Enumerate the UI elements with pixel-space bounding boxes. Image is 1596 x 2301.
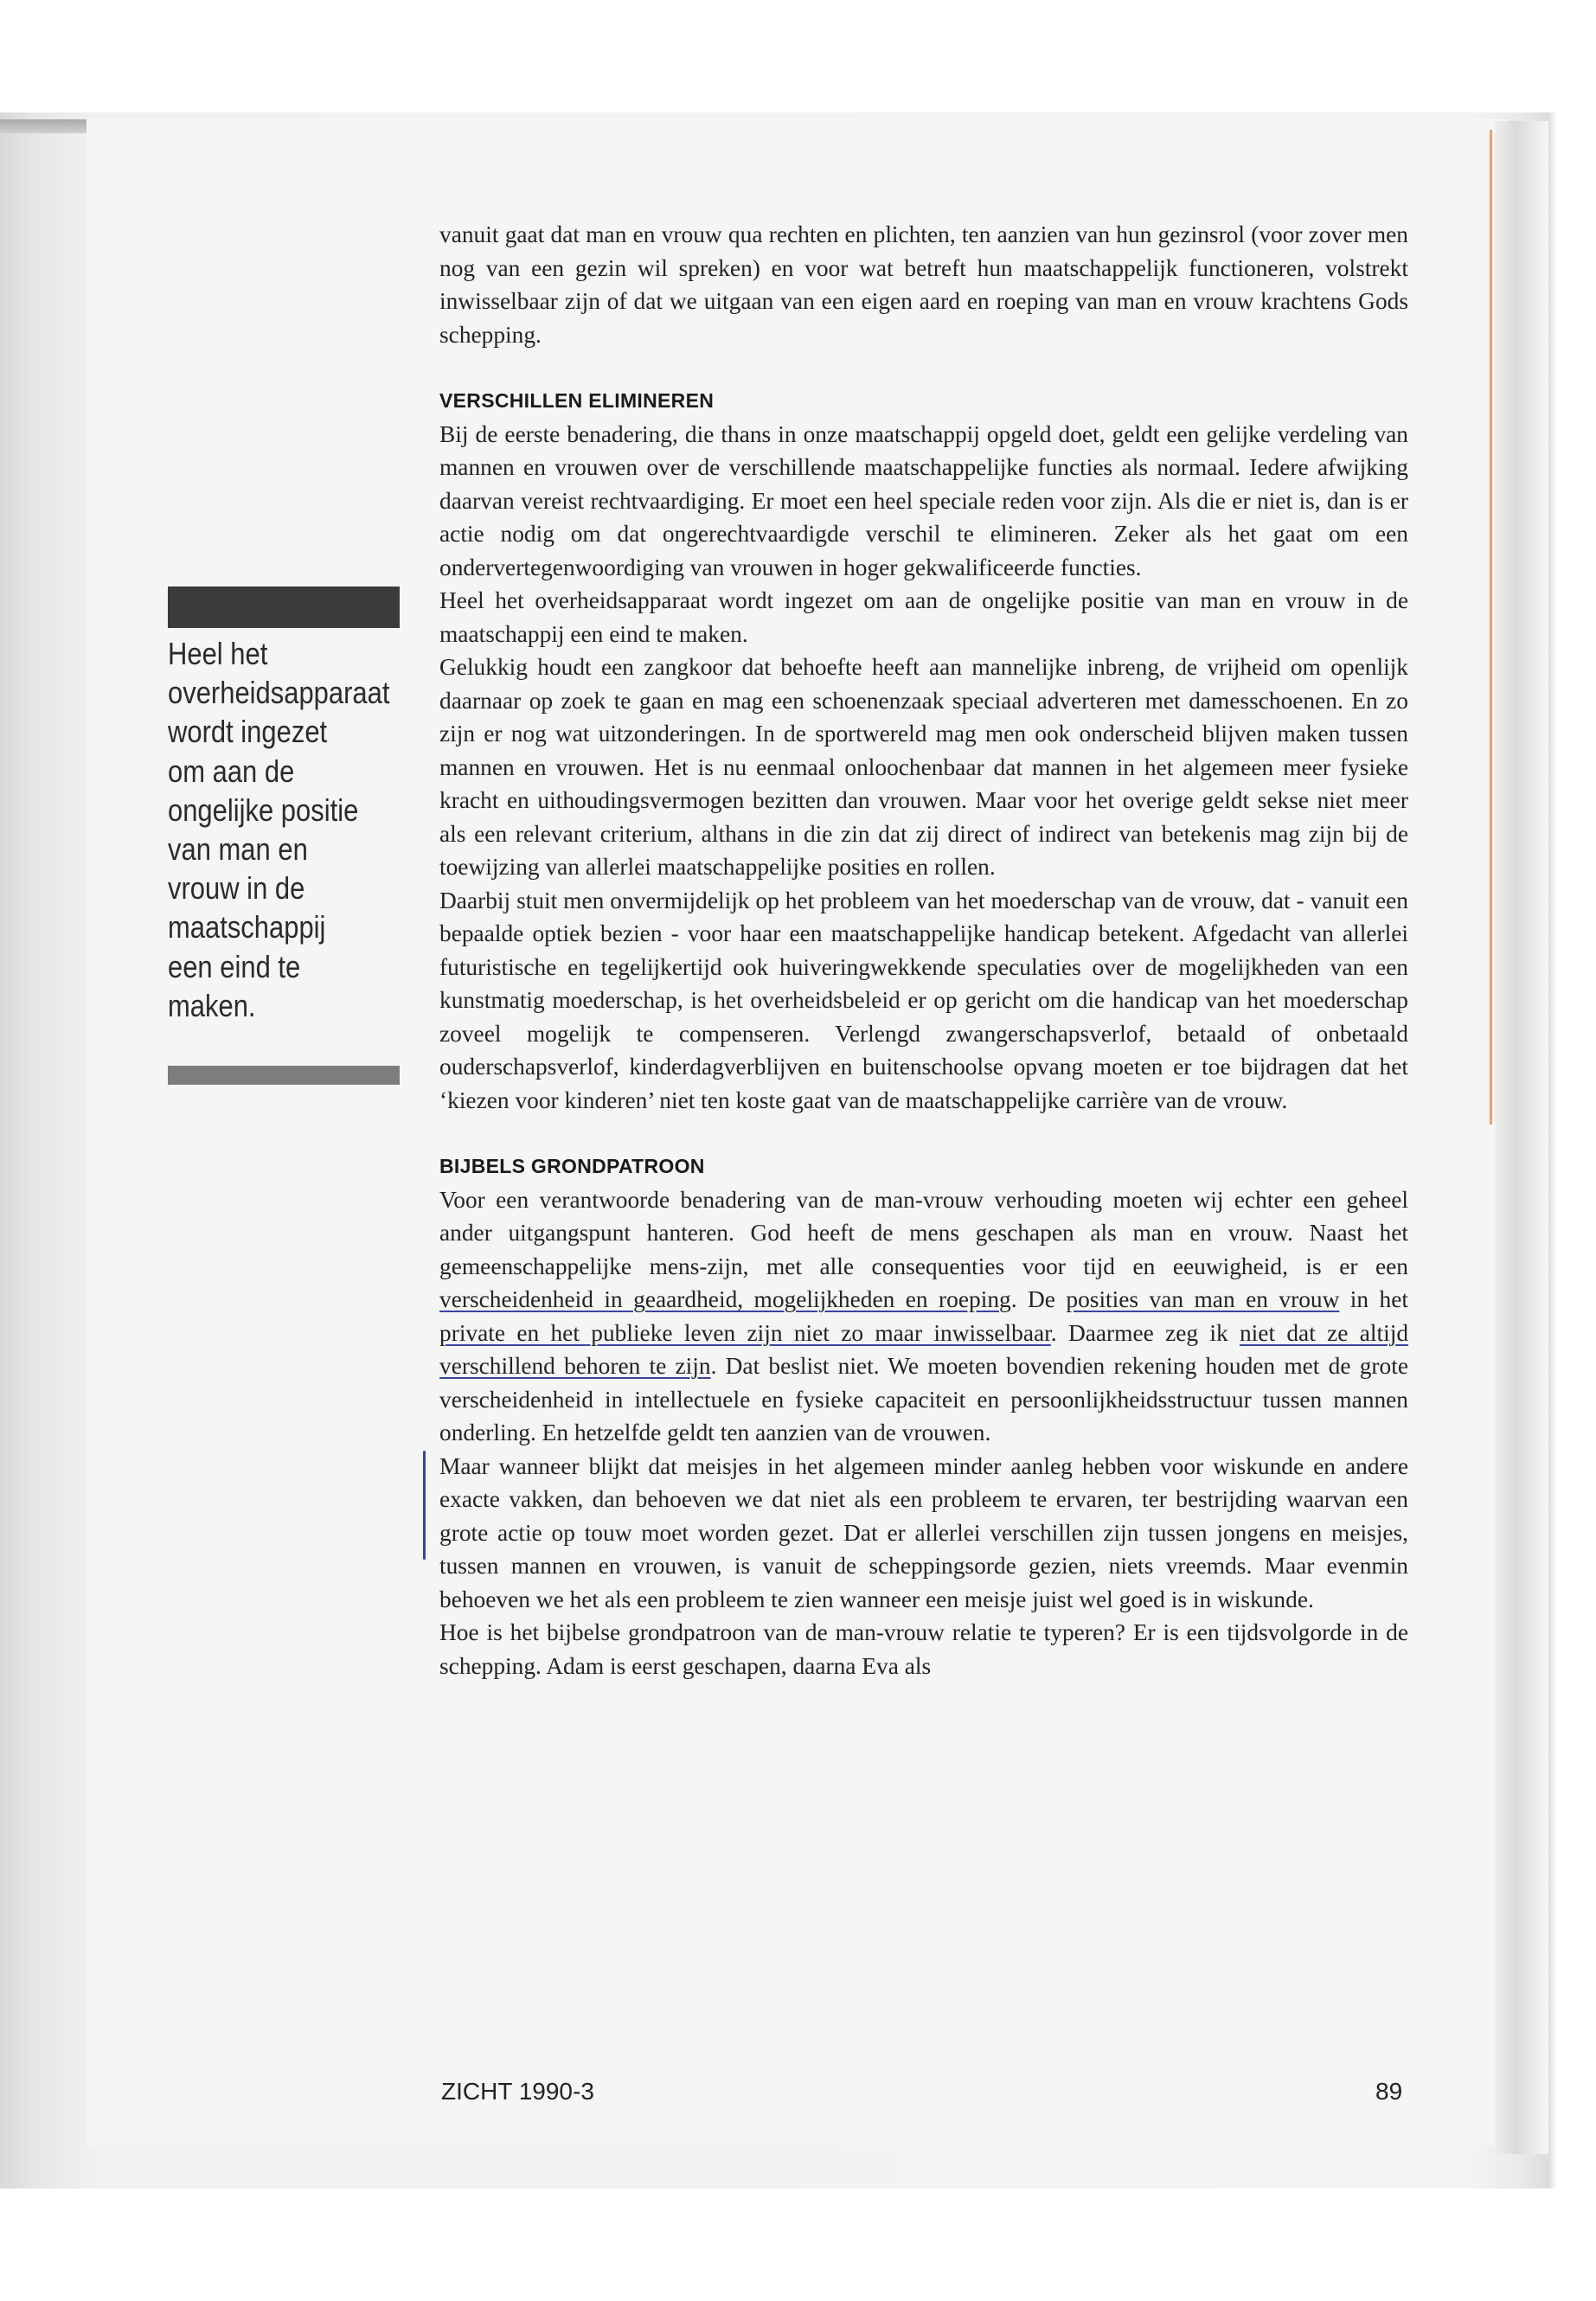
handwritten-underline: verscheidenheid in geaardheid, mogelijkheden en roeping (439, 1286, 1011, 1312)
paragraph: Bij de eerste benadering, die thans in onze maatschappij opgeld doet, geldt een gelijke verdeling van mannen en vrouwen over de verschillende maatschappelijke functies als normaal. Iedere afwijking daarvan vereist rechtvaardiging. Er moet een heel speciale reden voor zijn. Als die er niet is, dan is er actie nodig om dat ongerechtvaardigde verschil te elimineren. Zeker als het gaat om een ondervertegenwoordiging van vrouwen in hoger gekwalificeerde functies. (439, 420, 1408, 580)
paragraph: Maar wanneer blijkt dat meisjes in het algemeen minder aanleg hebben voor wiskunde en andere exacte vakken, dan behoeven we dat niet als een probleem te ervaren, ter bestrijding waarvan een grote actie op touw moet worden gezet. Dat er allerlei verschillen zijn tussen jongens en meisjes, tussen mannen en vrouwen, is vanuit de scheppingsorde gezien, niets vreemds. Maar evenmin behoeven we het als een probleem te zien wanneer een meisje juist wel goed is in wiskunde. (439, 1452, 1408, 1612)
pull-quote-top-bar (168, 586, 400, 628)
handwritten-underline: niet dat ze altijd verschillend behoren te zijn (439, 1319, 1409, 1379)
pull-quote: Heel het overheidsapparaat wordt ingezet om aan de ongelijke positie van man en vrouw in de maatschappij een eind te maken. (168, 636, 390, 1023)
journal-footer: ZICHT 1990-3 (441, 2078, 594, 2105)
paragraph: Heel het overheidsapparaat wordt ingezet om aan de ongelijke positie van man en vrouw in de maatschappij een eind te maken. (439, 587, 1408, 647)
paragraph: Gelukkig houdt een zangkoor dat behoefte heeft aan mannelijke inbreng, de vrijheid om openlijk daarnaar op zoek te gaan en mag een schoenenzaak speciaal adverteren met damesschoenen. En zo zijn er nog wat uitzonderingen. In de sportwereld mag men ook onderscheid blijven maken tussen mannen en vrouwen. Het is nu eenmaal onloochenbaar dat mannen in het algemeen meer fysieke kracht en uithoudingsvermogen bezitten dan vrouwen. Maar voor het overige geldt sekse niet meer als een relevant criterium, althans in die zin dat zij direct of indirect van betekenis mag zijn bij de toewijzing van allerlei maatschappelijke posities en rollen. (439, 654, 1408, 880)
page-edge-color-strip (1490, 130, 1492, 1125)
text-run: Voor een verantwoorde benadering van de man-vrouw verhouding moeten wij echter een geheel ander uitgangspunt hanteren. God heeft de mens geschapen als man en vrouw. Naast het gemeenschappelijke mens-zijn, met alle consequenties voor tijd en eeuwigheid, is er een (439, 1186, 1408, 1279)
text-run: in het (1339, 1286, 1409, 1312)
handwritten-margin-line (423, 1451, 426, 1560)
page-edge (1495, 121, 1548, 2154)
paragraph: Hoe is het bijbelse grondpatroon van de man-vrouw relatie te typeren? Er is een tijdsvolgorde in de schepping. Adam is eerst geschapen, daarna Eva als (439, 1619, 1408, 1679)
page-number: 89 (1375, 2078, 1403, 2105)
intro-paragraph: vanuit gaat dat man en vrouw qua rechten en plichten, ten aanzien van hun gezinsrol (voor zover men nog van een gezin wil spreken) en voor wat betreft hun maatschappelijk functioneren, volstrekt inwisselbaar zijn of dat we uitgaan van een eigen aard en roeping van man en vrouw krachtens Gods schepping. (439, 221, 1408, 348)
section-heading-bijbels: BIJBELS GRONDPATROON (439, 1155, 705, 1177)
pull-quote-bottom-bar (168, 1066, 400, 1085)
handwritten-underline: posities van man en vrouw (1066, 1286, 1340, 1312)
text-run: . Dat beslist niet. We moeten bovendien rekening houden met de grote verscheidenheid in intellectuele en fysieke capaciteit en persoonlijkheidsstructuur tussen mannen onderling. En hetzelfde geldt ten aanzien van de vrouwen. (439, 1353, 1408, 1445)
paragraph-annotated (439, 1183, 1408, 1450)
paragraph: Daarbij stuit men onvermijdelijk op het probleem van het moederschap van de vrouw, dat - vanuit een bepaalde optiek bezien - voor haar een maatschappelijke handicap betekent. Afgedacht van allerlei futuristische en tegelijkertijd ook huiveringwekkende speculaties over de mogelijkheden van een kunstmatig moederschap, is het overheidsbeleid er op gericht om die handicap van het moederschap zoveel mogelijk te compenseren. Verlengd zwangerschapsverlof, betaald of onbetaald ouderschapsverlof, kinderdagverblijven en buitenschoolse opvang moeten er toe bijdragen dat het ‘kiezen voor kinderen’ niet ten koste gaat van de maatschappelijke carrière van de vrouw. (439, 887, 1408, 1113)
handwritten-underline: private en het publieke leven zijn niet zo maar inwisselbaar (439, 1319, 1051, 1346)
article-body (439, 218, 1408, 1682)
text-run: . Daarmee zeg ik (1050, 1319, 1240, 1346)
text-run: . De (1010, 1286, 1067, 1312)
section-heading-verschillen: VERSCHILLEN ELIMINEREN (439, 389, 715, 412)
